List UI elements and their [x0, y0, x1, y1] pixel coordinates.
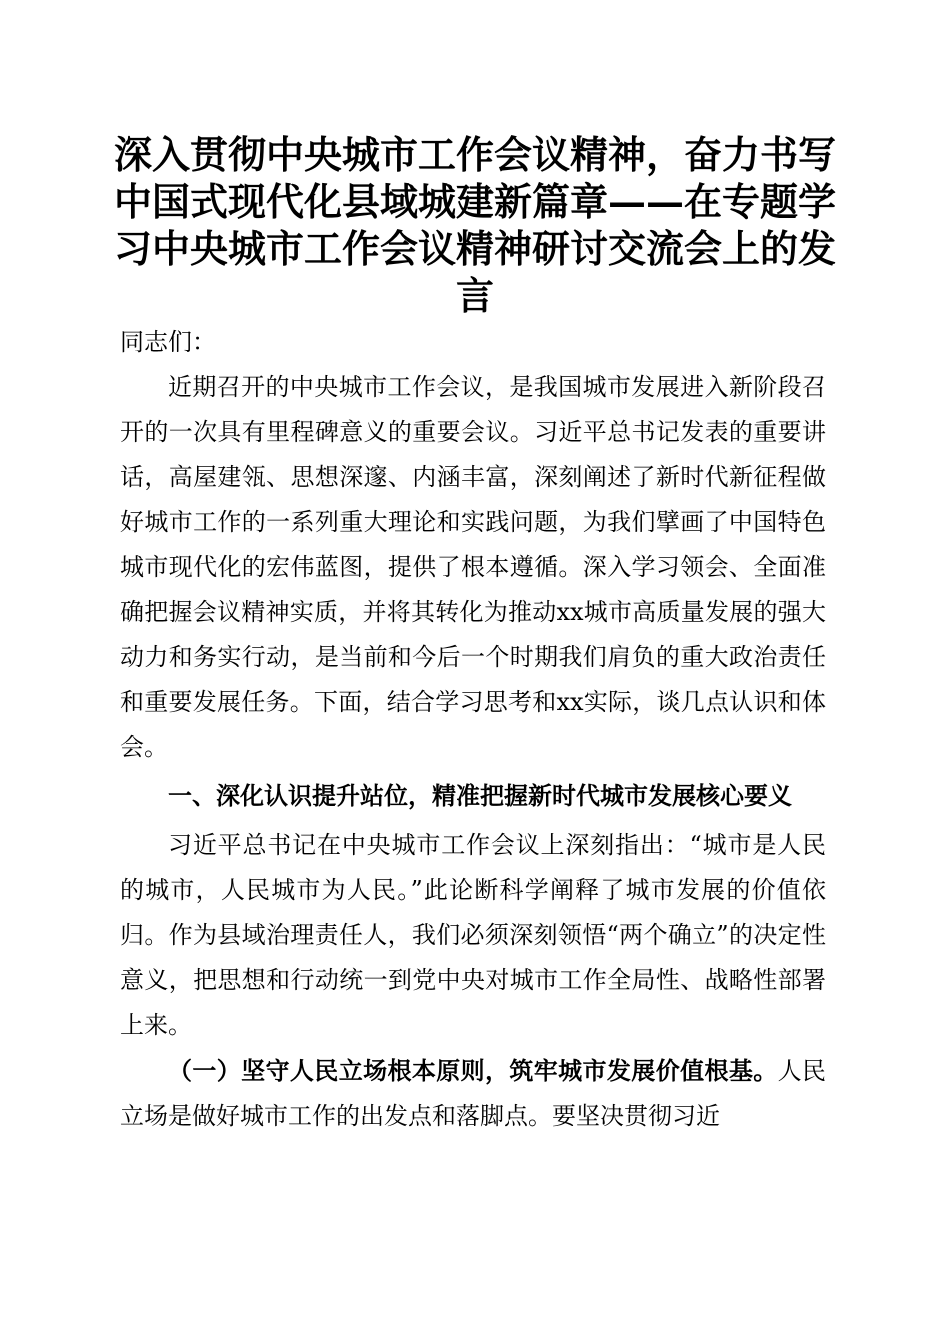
subsection-heading-1: （一）坚守人民立场根本原则，筑牢城市发展价值根基。 [168, 1056, 778, 1085]
subsection-1-paragraph [120, 1048, 826, 1139]
document-title: 深入贯彻中央城市工作会议精神，奋力书写中国式现代化县域城建新篇章——在专题学习中央城市工作会议精神研讨交流会上的发言 [113, 132, 836, 318]
subsection-1-text: 人民立场是做好城市工作的出发点和落脚点。要坚决贯彻习近 [120, 1057, 827, 1130]
section-1-paragraph: 习近平总书记在中央城市工作会议上深刻指出：“城市是人民的城市，人民城市为人民。”此论断科学阐释了城市发展的价值依归。作为县域治理责任人，我们必须深刻领悟“两个确立”的决定性意义，把思想和行动统一到党中央对城市工作全局性、战略性部署上来。 [120, 831, 826, 1039]
document-body [120, 320, 826, 1139]
salutation: 同志们： [120, 328, 216, 356]
section-heading-1: 一、深化认识提升站位，精准把握新时代城市发展核心要义 [168, 782, 792, 810]
intro-paragraph: 近期召开的中央城市工作会议，是我国城市发展进入新阶段召开的一次具有里程碑意义的重要会议。习近平总书记发表的重要讲话，高屋建瓴、思想深邃、内涵丰富，深刻阐述了新时代新征程做好城市工作的一系列重大理论和实践问题，为我们擘画了中国特色城市现代化的宏伟蓝图，提供了根本遵循。深入学习领会、全面准确把握会议精神实质，并将其转化为推动xx城市高质量发展的强大动力和务实行动，是当前和今后一个时期我们肩负的重大政治责任和重要发展任务。下面，结合学习思考和xx实际，谈几点认识和体会。 [120, 373, 826, 761]
